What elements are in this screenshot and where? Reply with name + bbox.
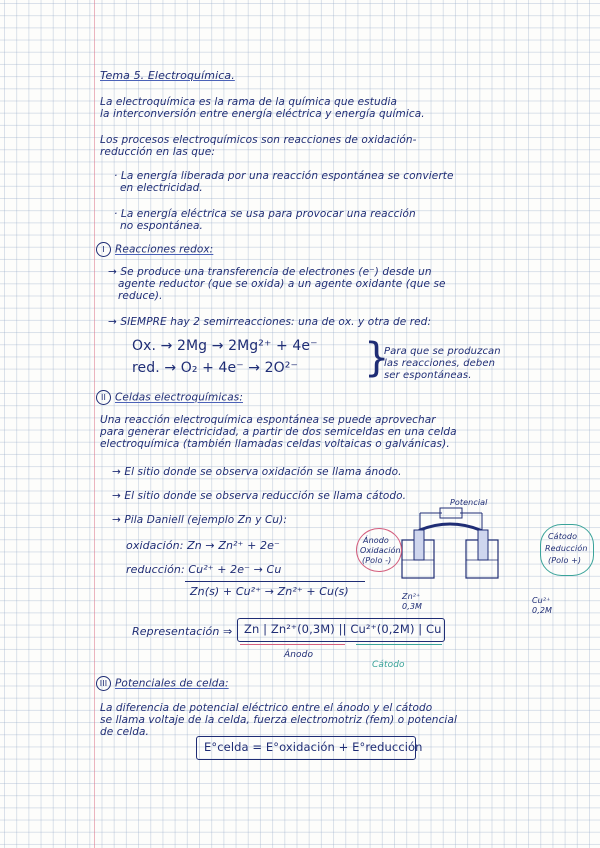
section-3-heading [96, 676, 229, 691]
bullet-1-line-2: en electricidad. [120, 182, 203, 194]
s3-p1-line-3: de celda. [100, 726, 149, 738]
representation-label: Representación ⇒ [132, 625, 233, 638]
section-1-title: Reacciones redox: [115, 243, 214, 256]
catodo-label-3: (Polo +) [548, 556, 582, 565]
anodo-note: Ánodo [284, 650, 314, 660]
representation-formula: Zn | Zn²⁺(0,3M) || Cu²⁺(0,2M) | Cu [244, 622, 442, 636]
daniell-oxidation: oxidación: Zn → Zn²⁺ + 2e⁻ [126, 539, 280, 552]
processes-line-2: reducción en las que: [100, 146, 216, 158]
bullet-2-line-2: no espontánea. [120, 220, 203, 232]
zn-ion-label: Zn²⁺ [402, 592, 421, 601]
salt-bridge [420, 524, 480, 544]
margin-line [94, 0, 95, 848]
section-3-number: III [96, 676, 111, 691]
s3-p1-line-2: se llama voltaje de la celda, fuerza electromotriz (fem) o potencial [100, 714, 458, 726]
s2-bullet-2: → El sitio donde se observa reducción se llama cátodo. [112, 490, 407, 502]
sum-line [185, 581, 365, 582]
note-line-1: Para que se produzcan [384, 346, 501, 357]
voltmeter-box [440, 508, 462, 518]
daniell-overall: Zn(s) + Cu²⁺ → Zn²⁺ + Cu(s) [190, 585, 349, 598]
section-1-number: I [96, 242, 111, 257]
s2-p1-line-2: para generar electricidad, a partir de dos semiceldas en una celda [100, 426, 457, 438]
anodo-underline [240, 644, 345, 645]
s2-bullet-1: → El sitio donde se observa oxidación se llama ánodo. [112, 466, 402, 478]
daniell-reduction: reducción: Cu²⁺ + 2e⁻ → Cu [126, 563, 282, 576]
s2-p1-line-1: Una reacción electroquímica espontánea se puede aprovechar [100, 414, 436, 426]
s1-p1-line-2: agente reductor (que se oxida) a un agente oxidante (que se [118, 278, 446, 290]
anodo-label-3: (Polo -) [362, 556, 392, 565]
brace-glyph: } [364, 335, 390, 381]
cu-ion-label: Cu²⁺ [532, 596, 551, 605]
section-2-number: II [96, 390, 111, 405]
s1-p1-line-1: → Se produce una transferencia de electrones (e⁻) desde un [108, 266, 432, 278]
intro-line-2: la interconversión entre energía eléctrica y energía química. [100, 108, 425, 120]
note-line-3: ser espontáneas. [384, 370, 472, 381]
section-3-title: Potenciales de celda: [115, 677, 229, 690]
zn-concentration: 0,3M [402, 602, 423, 611]
note-line-2: las reacciones, deben [384, 358, 496, 369]
s1-p1-line-3: reduce). [118, 290, 163, 302]
section-2-title: Celdas electroquímicas: [115, 391, 243, 404]
potencial-label: Potencial [450, 498, 488, 507]
red-equation: red. → O₂ + 4e⁻ → 2O²⁻ [132, 360, 298, 376]
cell-potential-formula: E°celda = E°oxidación + E°reducción [204, 740, 423, 754]
s2-p1-line-3: electroquímica (también llamadas celdas voltaicas o galvánicas). [100, 438, 450, 450]
s1-p2: → SIEMPRE hay 2 semirreacciones: una de ox. y otra de red: [108, 316, 432, 328]
page-title: Tema 5. Electroquímica. [100, 69, 235, 82]
anodo-label-2: Oxidación [360, 546, 401, 555]
s2-bullet-3: → Pila Daniell (ejemplo Zn y Cu): [112, 514, 287, 526]
processes-line-1: Los procesos electroquímicos son reacciones de oxidación- [100, 134, 417, 146]
zn-electrode [414, 530, 424, 560]
s3-p1-line-1: La diferencia de potencial eléctrico entre el ánodo y el cátodo [100, 702, 433, 714]
anodo-label-1: Ánodo [363, 536, 389, 545]
ox-equation: Ox. → 2Mg → 2Mg²⁺ + 4e⁻ [132, 338, 318, 354]
intro-line-1: La electroquímica es la rama de la química que estudia [100, 96, 398, 108]
bullet-2-line-1: · La energía eléctrica se usa para provocar una reacción [114, 208, 416, 220]
catodo-label-1: Cátodo [548, 532, 578, 541]
cu-concentration: 0,2M [532, 606, 553, 615]
cu-electrode [478, 530, 488, 560]
section-2-heading [96, 390, 243, 405]
section-1-heading [96, 242, 213, 257]
catodo-underline [356, 644, 442, 645]
catodo-label-2: Reducción [545, 544, 588, 553]
catodo-note: Cátodo [372, 660, 405, 670]
bullet-1-line-1: · La energía liberada por una reacción espontánea se convierte [114, 170, 454, 182]
